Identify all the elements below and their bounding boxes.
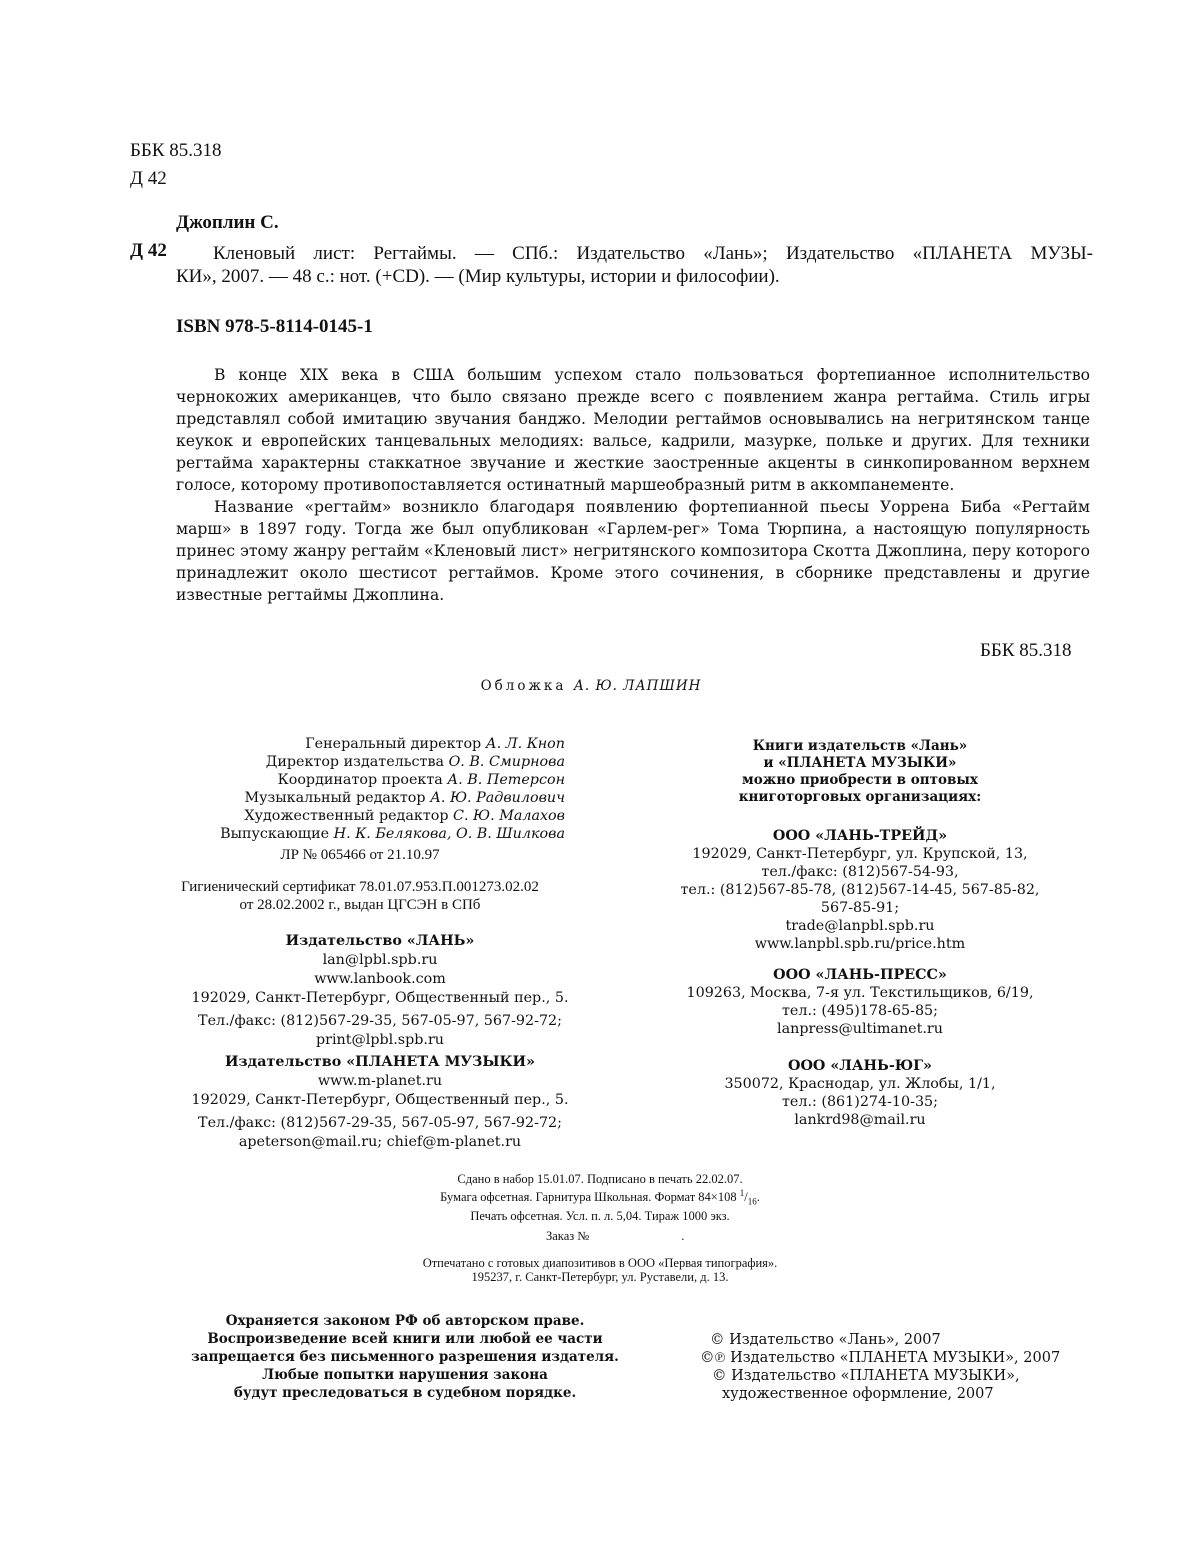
- distributor-press: ООО «ЛАНЬ-ПРЕСС» 109263, Москва, 7-я ул. Текстильщиков, 6/19, тел.: (495)178-65-85; lanpress@ultimanet.ru: [620, 966, 1100, 1038]
- distributor-trade: ООО «ЛАНЬ-ТРЕЙД» 192029, Санкт-Петербург, ул. Крупской, 13, тел./факс: (812)567-54-93, тел.: (812)567-85-78, (812)567-14-45, 567-85-82, 567-85-91; trade@lanpbl.spb.ru www.lanpbl.spb.ru/price.htm: [620, 827, 1100, 953]
- distributor-title: ООО «ЛАНЬ-ПРЕСС»: [773, 967, 947, 983]
- publisher-lan: [120, 932, 640, 1050]
- license-number: ЛР № 065466 от 21.10.97: [280, 847, 440, 863]
- abstract: [176, 364, 1090, 606]
- address: 192029, Санкт-Петербург, Общественный пер., 5.: [191, 990, 569, 1006]
- book-title-line1: Кленовый лист: Регтаймы. — СПб.: Издательство «Лань»; Издательство «ПЛАНЕТА МУЗЫ-: [213, 243, 1093, 264]
- bbk-code: ББК 85.318: [130, 140, 222, 161]
- email: lankrd98@mail.ru: [794, 1112, 926, 1128]
- hygiene-cert: Гигиенический сертификат 78.01.07.953.П.001273.02.02: [181, 879, 539, 895]
- email: apeterson@mail.ru; chief@m-planet.ru: [238, 1134, 522, 1150]
- distributor-title: ООО «ЛАНЬ-ЮГ»: [787, 1058, 932, 1074]
- website: www.lanbook.com: [314, 971, 446, 987]
- author-mark: Д 42: [130, 168, 167, 189]
- website: www.lanpbl.spb.ru/price.htm: [754, 936, 966, 952]
- staff-row: Художественный редактор С. Ю. Малахов: [244, 808, 565, 824]
- copyright-block: © Издательство «Лань», 2007 ©℗ Издательство «ПЛАНЕТА МУЗЫКИ», 2007 © Издательство «ПЛАНЕТА МУЗЫКИ», художественное оформление, 2007: [700, 1332, 1061, 1402]
- license-info: [120, 846, 600, 914]
- distributor-yug: ООО «ЛАНЬ-ЮГ» 350072, Краснодар, ул. Жлобы, 1/1, тел.: (861)274-10-35; lankrd98@mail.ru: [620, 1057, 1100, 1129]
- staff-row: Музыкальный редактор А. Ю. Радвилович: [244, 790, 565, 806]
- website: www.m-planet.ru: [317, 1073, 443, 1089]
- printer-info: Отпечатано с готовых диапозитивов в ООО «Первая типография». 195237, г. Санкт-Петербург, ул. Руставели, д. 13.: [422, 1256, 778, 1284]
- cover-artist: А. Ю. ЛАПШИН: [573, 678, 702, 694]
- cover-label: Обложка: [480, 678, 567, 694]
- publisher-title: Издательство «ЛАНЬ»: [285, 933, 475, 949]
- distributor-title: ООО «ЛАНЬ-ТРЕЙД»: [772, 828, 948, 844]
- publisher-planeta: [120, 1053, 640, 1152]
- wholesale-header: Книги издательств «Лань» и «ПЛАНЕТА МУЗЫКИ» можно приобрести в оптовых книготорговых организациях:: [738, 738, 982, 805]
- print-details: Сдано в набор 15.01.07. Подписано в печать 22.02.07. Бумага офсетная. Гарнитура Школьная. Формат 84×108 $^1/_{16}$. Печать офсетная. Усл. п. л. 5,04. Тираж 1000 экз.: [440, 1172, 760, 1223]
- author-mark-bold: Д 42: [130, 240, 167, 261]
- staff-row: Координатор проекта А. В. Петерсон: [277, 772, 565, 788]
- publisher-title: Издательство «ПЛАНЕТА МУЗЫКИ»: [225, 1054, 535, 1070]
- isbn: ISBN 978-5-8114-0145-1: [176, 316, 373, 337]
- staff-row: Директор издательства О. В. Смирнова: [265, 754, 565, 770]
- author-name: Джоплин С.: [176, 212, 279, 233]
- email: lan@lpbl.spb.ru: [322, 952, 438, 968]
- phone: Тел./факс: (812)567-29-35, 567-05-97, 567-92-72;: [198, 1013, 562, 1029]
- staff-row: Генеральный директор А. Л. Кноп: [305, 736, 565, 752]
- bbk-code-right: ББК 85.318: [980, 640, 1072, 661]
- hygiene-cert-date: от 28.02.2002 г., выдан ЦГСЭН в СПб: [239, 897, 481, 913]
- email: trade@lanpbl.spb.ru: [785, 918, 935, 934]
- phone: Тел./факс: (812)567-29-35, 567-05-97, 567-92-72;: [198, 1115, 562, 1131]
- abstract-paragraph: Название «регтайм» возникло благодаря появлению фортепианной пьесы Уоррена Биба «Регтайм марш» в 1897 году. Тогда же был опубликован «Гарлем-рег» Тома Тюрпина, а настоящую популярность принес этому жанру регтайм «Кленовый лист» негритянского композитора Скотта Джоплина, перу которого принадлежит около шестисот регтаймов. Кроме этого сочинения, в сборнике представлены и другие известные регтаймы Джоплина.: [176, 498, 1090, 604]
- abstract-paragraph: В конце XIX века в США большим успехом стало пользоваться фортепианное исполнительство чернокожих американцев, что было связано прежде всего с появлением жанра регтайма. Стиль игры представлял собой имитацию звучания банджо. Мелодии регтаймов основывались на негритянском танце кеукок и европейских танцевальных мелодиях: вальсе, кадрили, мазурке, польке и других. Для техники регтайма характерны стаккатное звучание и жесткие заостренные акценты в синкопированном верхнем голосе, которому противопоставляется остинатный маршеобразный ритм в аккомпанементе.: [176, 366, 1090, 494]
- address: 192029, Санкт-Петербург, Общественный пер., 5.: [191, 1092, 569, 1108]
- email: print@lpbl.spb.ru: [315, 1032, 445, 1048]
- staff-list: [120, 735, 565, 843]
- staff-row: Выпускающие Н. К. Белякова, О. В. Шилкова: [220, 826, 565, 842]
- order-number: Заказ № .: [546, 1229, 685, 1243]
- cover-credit: [0, 678, 1182, 694]
- bbk-index-top: [130, 137, 222, 193]
- email: lanpress@ultimanet.ru: [777, 1021, 943, 1037]
- copyright-law-notice: Охраняется законом РФ об авторском праве. Воспроизведение всей книги или любой ее части запрещается без письменного разрешения издателя. Любые попытки нарушения закона будут преследоваться в судебном порядке.: [191, 1313, 619, 1401]
- book-title-line2: КИ», 2007. — 48 с.: нот. (+CD). — (Мир культуры, истории и философии).: [176, 266, 780, 287]
